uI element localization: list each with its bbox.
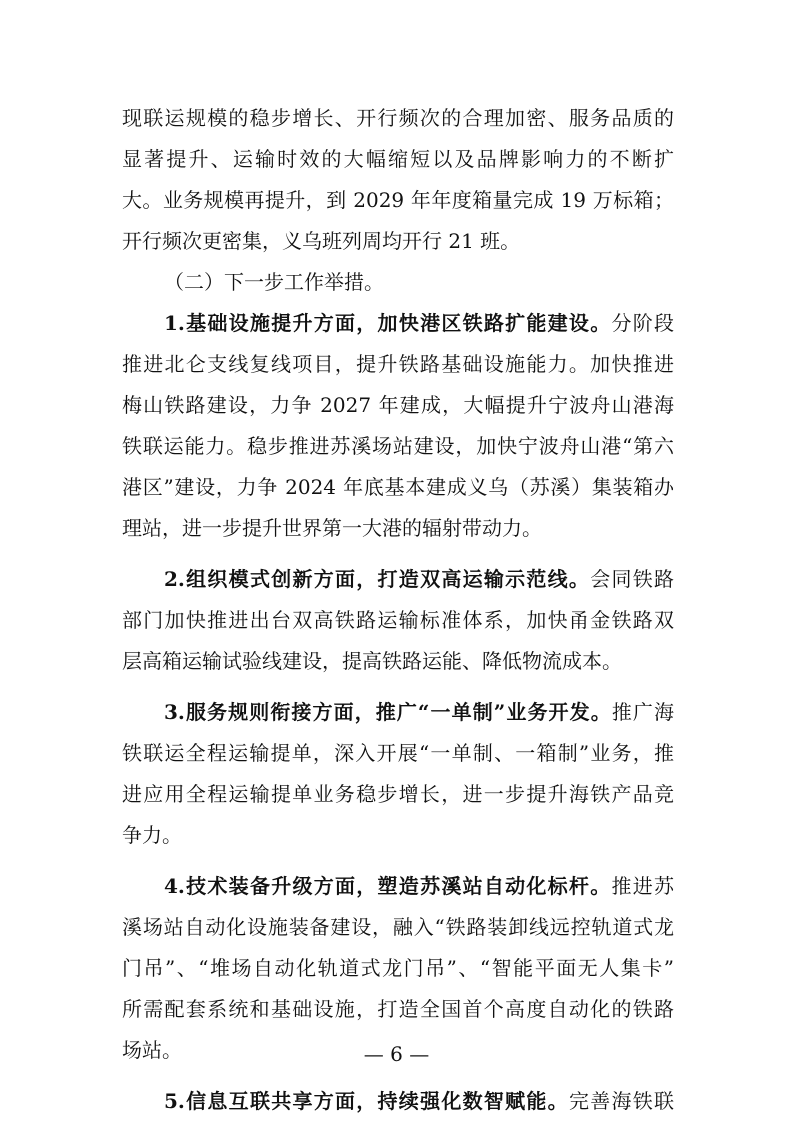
section-title: 1.基础设施提升方面，加快港区铁路扩能建设。 — [164, 311, 612, 335]
text-line: 港区”建设，力争 2024 年底基本建成义乌（苏溪）集装箱办 — [122, 475, 674, 499]
text-line: 所需配套系统和基础设施，打造全国首个高度自动化的铁路 — [122, 997, 674, 1021]
section-first-line — [122, 866, 674, 907]
subheading: （二）下一步工作举措。 — [164, 270, 384, 294]
text-line: 溪场站自动化设施装备建设，融入“铁路装卸线远控轨道式龙 — [122, 915, 674, 939]
text-line: 大。业务规模再提升，到 2029 年年度箱量完成 19 万标箱； — [122, 188, 674, 212]
text-line: 开行频次更密集，义乌班列周均开行 21 班。 — [122, 229, 521, 253]
text-line: 门吊”、“堆场自动化轨道式龙门吊”、“智能平面无人集卡” — [122, 956, 674, 980]
section-5 — [122, 1081, 674, 1122]
section-first-line — [122, 303, 674, 344]
section-2 — [122, 559, 674, 682]
text-line: 层高箱运输试验线建设，提高铁路运能、降低物流成本。 — [122, 649, 622, 673]
section-text: 推广海 — [611, 700, 675, 724]
text-line: 梅山铁路建设，力争 2027 年建成，大幅提升宁波舟山港海 — [122, 393, 674, 417]
text-line: 现联运规模的稳步增长、开行频次的合理加密、服务品质的 — [122, 106, 674, 130]
text-line: 铁联运全程运输提单，深入开展“一单制、一箱制”业务，推 — [122, 741, 674, 765]
text-line: 显著提升、运输时效的大幅缩短以及品牌影响力的不断扩 — [122, 147, 674, 171]
section-text: 完善海铁联 — [568, 1089, 674, 1113]
section-1 — [122, 303, 674, 549]
section-title: 4.技术装备升级方面，塑造苏溪站自动化标杆。 — [164, 874, 612, 898]
text-line: 理站，进一步提升世界第一大港的辐射带动力。 — [122, 516, 542, 540]
section-first-line — [122, 692, 674, 733]
section-first-line — [122, 1081, 674, 1122]
text-line: 铁联运能力。稳步推进苏溪场站建设，加快宁波舟山港“第六 — [122, 434, 674, 458]
section-title: 2.组织模式创新方面，打造双高运输示范线。 — [164, 567, 591, 591]
page-number: — 6 — — [363, 1042, 430, 1066]
section-4 — [122, 866, 674, 1071]
section-text: 会同铁路 — [590, 567, 674, 591]
section-text: 推进苏 — [611, 874, 674, 898]
document-page — [122, 98, 674, 1122]
section-text: 分阶段 — [611, 311, 674, 335]
text-line: 部门加快推进出台双高铁路运输标准体系，加快甬金铁路双 — [122, 608, 674, 632]
section-title: 5.信息互联共享方面，持续强化数智赋能。 — [164, 1089, 569, 1113]
text-line: 场站。 — [122, 1038, 182, 1062]
text-line: 进应用全程运输提单业务稳步增长，进一步提升海铁产品竞 — [122, 782, 674, 806]
section-first-line — [122, 559, 674, 600]
intro-paragraph — [122, 98, 674, 262]
section-title: 3.服务规则衔接方面，推广“一单制”业务开发。 — [164, 700, 612, 724]
text-line: 推进北仑支线复线项目，提升铁路基础设施能力。加快推进 — [122, 352, 674, 376]
section-3 — [122, 692, 674, 856]
text-line: 争力。 — [122, 823, 182, 847]
